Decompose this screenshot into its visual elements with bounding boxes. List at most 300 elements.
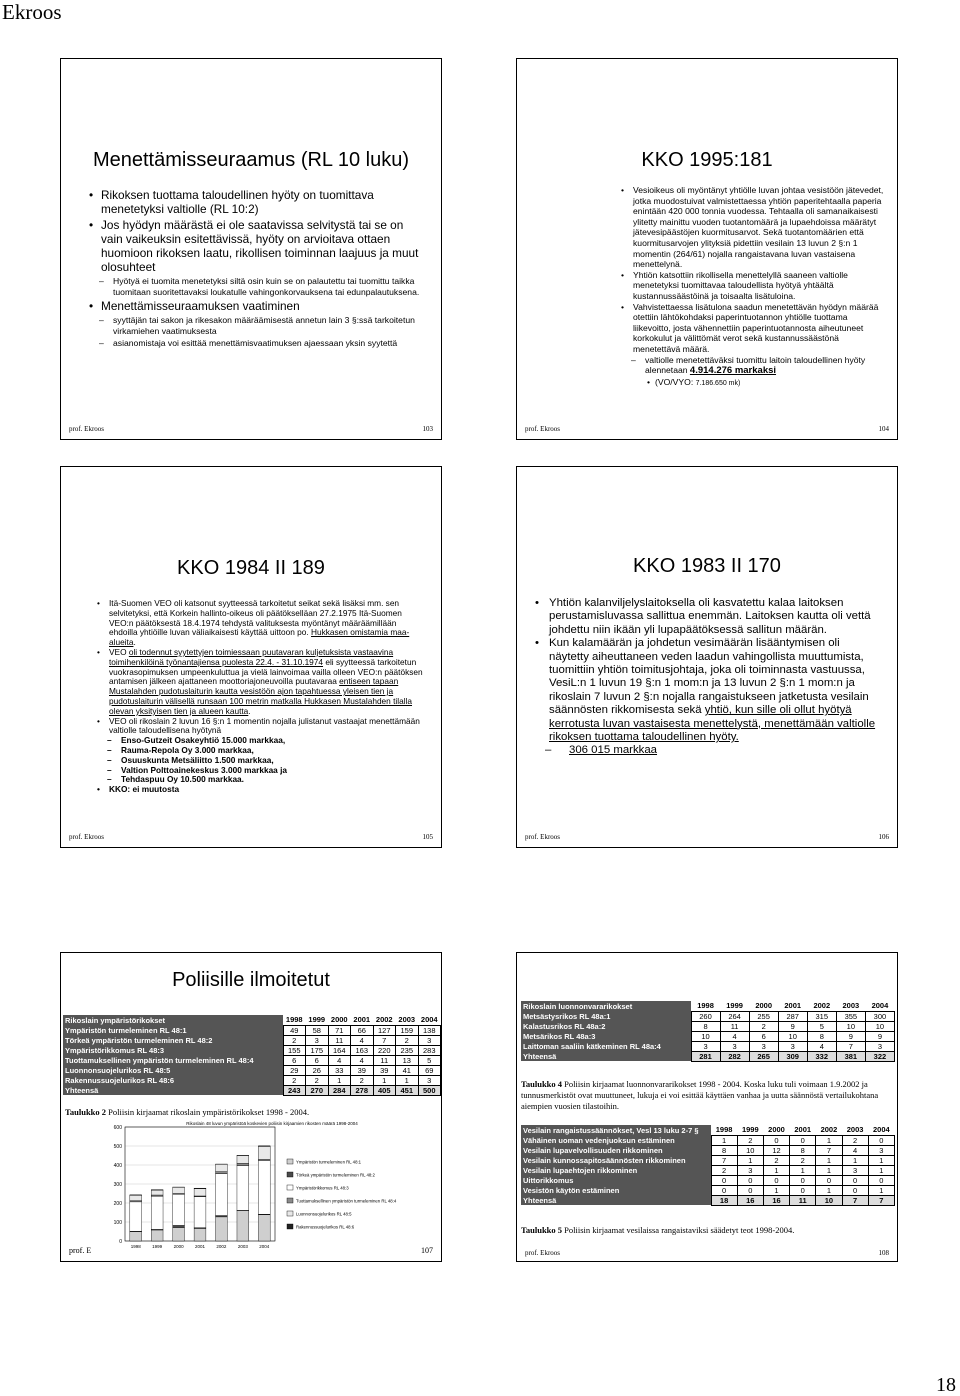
footer-page: 106	[878, 833, 889, 841]
slide-footer	[525, 833, 889, 841]
table-cell: 2	[737, 1135, 763, 1145]
table-cell: 2	[396, 1035, 419, 1045]
legend-label: Luonnonsuojelurikos RL 48:5	[296, 1211, 352, 1217]
document-title: Ekroos	[2, 0, 62, 24]
bar-segment	[237, 1166, 249, 1211]
table-cell: 2	[351, 1075, 374, 1085]
table-cell: 220	[373, 1045, 396, 1055]
table-cell: 1	[711, 1135, 737, 1145]
sub-bullet-item	[621, 355, 885, 377]
sub-bullet-item: – Hyötyä ei tuomita menetetyksi siltä osin kuin se on palautettu tai tuomittu taikka tuomitaan suoritettavaksi loukatulle vahingonkorvauksena tai edunpalautuksena.	[89, 276, 427, 297]
natural-resource-crimes-table	[521, 1001, 895, 1062]
table-cell: 278	[351, 1085, 374, 1095]
table-cell: 7	[816, 1145, 842, 1155]
table-cell: 1	[816, 1155, 842, 1165]
table-cell: 3	[306, 1035, 329, 1045]
row-label: Laittoman saaliin kätkeminen RL 48a:4	[521, 1041, 691, 1051]
legend-label: Rakennussuojelurikos RL 48:6	[296, 1224, 355, 1230]
table-cell: 265	[749, 1051, 778, 1061]
table-row	[521, 1165, 895, 1175]
table-header-label: Rikoslain luonnonvararikokset	[521, 1001, 691, 1011]
bar-segment	[258, 1146, 270, 1147]
table-cell: 500	[418, 1085, 441, 1095]
sub-bullet-item: – Rauma-Repola Oy 3.000 markkaa,	[97, 746, 425, 756]
table-cell: 163	[351, 1045, 374, 1055]
table-cell: 41	[396, 1065, 419, 1075]
table-cell: 175	[306, 1045, 329, 1055]
table-cell: 332	[807, 1051, 836, 1061]
table-cell: 2	[306, 1075, 329, 1085]
amount-highlight: 306 015 markkaa	[569, 744, 658, 757]
table-cell: 9	[836, 1031, 865, 1041]
table-cell: 0	[790, 1185, 816, 1195]
table-cell: 3	[418, 1035, 441, 1045]
page-number: 18	[936, 1374, 956, 1396]
slide-103	[60, 58, 442, 440]
caption-label: Taulukko 5	[521, 1225, 563, 1235]
row-label: Luonnonsuojelurikos RL 48:5	[63, 1065, 283, 1075]
table-cell: 3	[720, 1041, 749, 1051]
table-cell: 10	[816, 1195, 842, 1205]
bar-segment	[173, 1194, 185, 1225]
table-row	[63, 1025, 441, 1035]
bullet-item: • Yhtiön kalanviljelyslaitoksella oli kasvatettu kalaa laitoksen perustamisluvassa sallittua enemmän. Laitoksen kautta oli vettä johdettu niin ikään yli lupapäätöksessä sallitun määrän.	[535, 597, 879, 637]
table-cell: 405	[373, 1085, 396, 1095]
table-cell: 309	[778, 1051, 807, 1061]
bullet-text: Itä-Suomen VEO oli katsonut syytteessä tarkoitetut seikat sekä lisäksi mm. sen selvitetyksi, että Korkein hallinto-oikeus oli päätökselläan 27.2.1975 Itä-Suomen VEO:n päätöksestä 18.4.1974 tehdystä valituksesta myöntänyt määräämillään ehdoilla yhtiöille luvan väliaikaisesti käyttää uittoon po.	[109, 598, 402, 638]
slide-105	[60, 466, 442, 848]
caption-text: Poliisin kirjaamat luonnonvararikokset 1998 - 2004. Koska luku tuli voimaan 1.9.2002 ja tunnusmerkistöt ovat muuttuneet, lukuja ei voi esittää käyttäen vanhaa ja uutta säännöstä vertailukohtana aiempien vuosien tilastoihin.	[521, 1079, 879, 1111]
table-cell: 3	[778, 1041, 807, 1051]
table-cell: 6	[749, 1031, 778, 1041]
bullet-text: VEO	[109, 646, 129, 657]
bullet-item: • Rikoksen tuottama taloudellinen hyöty on tuomittava menetetyksi valtiolle (RL 10:2)	[89, 188, 427, 216]
table-cell: 39	[373, 1065, 396, 1075]
table-cell: 3	[749, 1041, 778, 1051]
slide-104	[516, 58, 898, 440]
underlined-text: entiseen tapaan Mustalahden pudotuslaiturin kautta vesistöön ajon tapahtuessa yleisen tien ja pudotuslaiturin välisellä runsaan 100 metrin matkalla Hukkasen Mustalahden tilalla olevan yksityisen tien ja alueen kautta	[109, 676, 413, 716]
table-cell: 1	[763, 1185, 789, 1195]
table-cell: 3	[737, 1165, 763, 1175]
table-cell: 3	[868, 1145, 894, 1155]
caption-label: Taulukko 2	[65, 1107, 107, 1117]
table-cell: 1	[816, 1135, 842, 1145]
row-label: Metsärikos RL 48a:3	[521, 1031, 691, 1041]
bar-segment	[173, 1187, 185, 1193]
table-cell: 8	[807, 1031, 836, 1041]
x-tick-label: 1999	[152, 1244, 163, 1249]
table-cell: 270	[306, 1085, 329, 1095]
legend-label: Tuottamuksellinen ympäristön turmeleminen RL 48:4	[296, 1198, 397, 1204]
table-cell: 11	[328, 1035, 351, 1045]
legend-swatch	[287, 1185, 293, 1190]
table-cell: 1	[816, 1165, 842, 1175]
table-cell: 4	[351, 1055, 374, 1065]
table-cell: 282	[720, 1051, 749, 1061]
bar-segment	[216, 1217, 228, 1241]
year-header: 2000	[749, 1001, 778, 1011]
table-cell: 10	[865, 1021, 894, 1031]
year-header: 1998	[711, 1125, 737, 1135]
table-cell: 7	[868, 1195, 894, 1205]
bar-segment	[216, 1164, 228, 1171]
table-cell: 71	[328, 1025, 351, 1035]
bullet-item	[535, 637, 879, 744]
year-header: 2003	[396, 1015, 419, 1025]
year-header: 2004	[418, 1015, 441, 1025]
row-label: Vesilain lupavelvollisuuden rikkominen	[521, 1145, 711, 1155]
underlined-text: yhtiö, kun sille oli ollut hyötyä kerrotusta luvan vastaisesta menettelystä, menettämään valtiolle rikoksen tuottama taloudellinen hyöty.	[549, 704, 876, 744]
table-cell: 49	[283, 1025, 306, 1035]
table-cell: 2	[283, 1075, 306, 1085]
table-cell: 0	[737, 1185, 763, 1195]
table-cell: 10	[778, 1031, 807, 1041]
table-cell: 381	[836, 1051, 865, 1061]
year-header: 2001	[790, 1125, 816, 1135]
bar-segment	[258, 1146, 270, 1159]
crime-bar-chart	[97, 1119, 437, 1251]
table-cell: 355	[836, 1011, 865, 1021]
table-row	[521, 1135, 895, 1145]
legend-label: Ympäristön turmeleminen RL 48:1	[296, 1159, 362, 1165]
table-row	[63, 1085, 441, 1095]
footer-author: prof. E	[69, 1246, 92, 1255]
table-cell: 7	[842, 1195, 868, 1205]
table-cell: 164	[328, 1045, 351, 1055]
bar-segment	[173, 1228, 185, 1241]
table-row	[521, 1155, 895, 1165]
row-label: Metsästysrikos RL 48a:1	[521, 1011, 691, 1021]
table-cell: 0	[842, 1175, 868, 1185]
row-label: Törkeä ympäristön turmeleminen RL 48:2	[63, 1035, 283, 1045]
caption-label: Taulukko 4	[521, 1079, 563, 1089]
y-tick-label: 500	[113, 1144, 122, 1150]
bullet-item: • VEO oli rikoslain 2 luvun 16 §:n 1 momentin nojalla julistanut vastaajat menettämään valtiolle taloudellisena hyötynä	[97, 717, 425, 737]
table-cell: 260	[691, 1011, 720, 1021]
table-cell: 10	[836, 1021, 865, 1031]
table-cell: 1	[868, 1185, 894, 1195]
table-cell: 3	[691, 1041, 720, 1051]
bar-segment	[151, 1190, 163, 1195]
sub-bullet-item: – Tehdaspuu Oy 10.500 markkaa.	[97, 775, 425, 785]
year-header: 1999	[720, 1001, 749, 1011]
row-label: Vesilain kunnossapitosäännösten rikkominen	[521, 1155, 711, 1165]
bar-segment	[194, 1189, 206, 1196]
caption-text: Poliisin kirjaamat vesilaissa rangaistaviksi säädetyt teot 1998-2004.	[562, 1225, 795, 1235]
x-tick-label: 2001	[194, 1244, 206, 1249]
slide-footer	[69, 833, 433, 841]
table-cell: 255	[749, 1011, 778, 1021]
bar-segment	[258, 1160, 270, 1214]
table-cell: 29	[283, 1065, 306, 1075]
table-cell: 6	[306, 1055, 329, 1065]
table-row	[521, 1185, 895, 1195]
bullet-text-end: .	[248, 705, 251, 716]
table-cell: 8	[711, 1145, 737, 1155]
legend-swatch	[287, 1159, 293, 1164]
y-tick-label: 600	[113, 1125, 122, 1131]
table-row	[521, 1031, 895, 1041]
table-cell: 281	[691, 1051, 720, 1061]
legend-swatch	[287, 1198, 293, 1203]
bar-segment	[173, 1225, 185, 1227]
row-label: Tuottamuksellinen ympäristön turmeleminen RL 48:4	[63, 1055, 283, 1065]
footer-page: 107	[421, 1246, 433, 1255]
table-cell: 138	[418, 1025, 441, 1035]
bullet-item: • Jos hyödyn määrästä ei ole saatavissa selvitystä tai se on vain vaikeuksin esitettävissä, hyöty on arvioitava ottaen huomioon rikoksen laatu, rikollisen toiminnan laajuus ja muut olosuhteet	[89, 218, 427, 274]
bar-segment	[194, 1228, 206, 1241]
bar-segment	[258, 1215, 270, 1241]
sub2-label: (VO/VYO:	[655, 376, 696, 387]
bullet-item	[97, 599, 425, 648]
year-header: 2003	[836, 1001, 865, 1011]
year-header: 1998	[283, 1015, 306, 1025]
table-cell: 264	[720, 1011, 749, 1021]
bullet-text: Kun kalamäärän ja johdetun vesimäärän lisääntymisen oli näytetty aiheuttaneen veden laadun vahingollista muuttumista, tuomittiin yhtiön toimitusjohtaja, joka oli toiminnasta vastuussa, VesiL:n 1 luvun 19 §:n 1 mom:n ja 13 luvun 2 §:n 1 mom:n ja rikoslain 7 luvun 2 §:n nojalla rangaistukseen jatketusta vesilain säännösten rikkomisesta sekä	[549, 637, 869, 717]
footer-author: prof. Ekroos	[69, 425, 104, 433]
sub-bullet-item: – syyttäjän tai sakon ja rikesakon määräämisestä annetun lain 3 §:ssä tarkoitetun virkamiehen vaatimuksesta	[89, 315, 427, 336]
table-cell: 127	[373, 1025, 396, 1035]
year-header: 1999	[737, 1125, 763, 1135]
slide-footer	[525, 425, 889, 433]
table-cell: 13	[396, 1055, 419, 1065]
table-row	[521, 1011, 895, 1021]
bullet-item: • Yhtiön katsottiin rikollisella menettelyllä saaneen valtiolle menetetyksi tuomittavaa taloudellista hyötyä yhtäältä kustannussäästöinä ja toisaalta lisätuloina.	[621, 270, 885, 302]
bullet-text-end: .	[133, 637, 136, 648]
bullet-item	[97, 648, 425, 717]
y-tick-label: 200	[113, 1201, 122, 1207]
bullet-item: • Menettämisseuraamuksen vaatiminen	[89, 299, 427, 313]
sub2-amount: 7.186.650 mk)	[695, 379, 741, 387]
legend-swatch	[287, 1172, 293, 1177]
year-header: 1999	[306, 1015, 329, 1025]
table-cell: 9	[865, 1031, 894, 1041]
table-cell: 5	[807, 1021, 836, 1031]
year-header: 2000	[328, 1015, 351, 1025]
table-cell: 1	[373, 1075, 396, 1085]
table-cell: 6	[283, 1055, 306, 1065]
slide-bullet-list	[97, 599, 425, 795]
table-cell: 1	[790, 1165, 816, 1175]
table-cell: 1	[868, 1155, 894, 1165]
table-cell: 8	[790, 1145, 816, 1155]
table-row	[521, 1051, 895, 1061]
slide-title: KKO 1984 II 189	[177, 557, 325, 579]
table-cell: 10	[691, 1031, 720, 1041]
slide-bullet-list	[89, 186, 427, 349]
footer-page: 104	[878, 425, 889, 433]
table-cell: 0	[711, 1175, 737, 1185]
table-row	[521, 1145, 895, 1155]
slide-footer	[69, 1246, 433, 1255]
table-row	[63, 1055, 441, 1065]
bullet-text-mid: eli syytteessä tarkoitetun vuokrasopimuksen umpeenkuluttua ja vielä lainvoimaa vailla olleen VEO:n päätöksen antamisen jälkeen ajattaneen moottoriajoneuvoilla puutavaraa	[109, 656, 423, 687]
x-tick-label: 2003	[237, 1244, 248, 1249]
table-cell: 7	[373, 1035, 396, 1045]
slide-title: Menettämisseuraamus (RL 10 luku)	[92, 149, 410, 171]
row-label: Ympäristörikkomus RL 48:3	[63, 1045, 283, 1055]
year-header: 2004	[865, 1001, 894, 1011]
table-cell: 0	[763, 1135, 789, 1145]
table-cell: 3	[865, 1041, 894, 1051]
sub-text: valtiolle menetettäväksi tuomittu laitoin taloudellinen hyöty alennetaan	[645, 354, 866, 376]
y-tick-label: 0	[119, 1239, 122, 1245]
legend-label: Törkeä ympäristön turmeleminen RL 48:2	[296, 1172, 375, 1178]
slide-bullet-list	[535, 597, 879, 758]
row-label: Vesistön käytön estäminen	[521, 1185, 711, 1195]
table-caption	[521, 1079, 889, 1112]
table-row	[63, 1075, 441, 1085]
year-header: 1998	[691, 1001, 720, 1011]
year-header: 2003	[842, 1125, 868, 1135]
table-cell: 284	[328, 1085, 351, 1095]
sub-bullet-item: – Enso-Gutzeit Osakeyhtiö 15.000 markkaa,	[97, 736, 425, 746]
bar-segment	[194, 1197, 206, 1228]
table-cell: 1	[737, 1155, 763, 1165]
x-tick-label: 2004	[259, 1244, 270, 1249]
legend-swatch	[287, 1211, 293, 1216]
footer-page: 108	[878, 1249, 889, 1257]
table-cell: 9	[778, 1021, 807, 1031]
row-label: Uittorikkomus	[521, 1175, 711, 1185]
footer-author: prof. Ekroos	[525, 1249, 560, 1257]
table-cell: 16	[737, 1195, 763, 1205]
table-cell: 315	[807, 1011, 836, 1021]
footer-author: prof. Ekroos	[525, 425, 560, 433]
sub-bullet-item: – Osuuskunta Metsäliitto 1.500 markkaa,	[97, 756, 425, 766]
table-cell: 0	[790, 1175, 816, 1185]
table-cell: 4	[842, 1145, 868, 1155]
environmental-crimes-table	[63, 1015, 441, 1096]
table-cell: 0	[763, 1175, 789, 1185]
table-cell: 5	[418, 1055, 441, 1065]
table-cell: 0	[868, 1135, 894, 1145]
year-header: 2000	[763, 1125, 789, 1135]
sub-bullet-item: – Valtion Polttoainekeskus 3.000 markkaa ja	[97, 766, 425, 776]
bar-segment	[216, 1174, 228, 1216]
table-cell: 0	[790, 1135, 816, 1145]
slide-bullet-list	[621, 185, 885, 389]
table-cell: 58	[306, 1025, 329, 1035]
row-label: Ympäristön turmeleminen RL 48:1	[63, 1025, 283, 1035]
slide-footer	[69, 425, 433, 433]
table-row	[521, 1195, 895, 1205]
footer-author: prof. Ekroos	[69, 833, 104, 841]
table-cell: 0	[816, 1175, 842, 1185]
water-law-table	[521, 1125, 895, 1206]
table-cell: 300	[865, 1011, 894, 1021]
x-tick-label: 2002	[216, 1244, 227, 1249]
row-label: Vähäinen uoman vedenjuoksun estäminen	[521, 1135, 711, 1145]
table-cell: 4	[351, 1035, 374, 1045]
slide-108	[516, 952, 898, 1262]
table-cell: 1	[396, 1075, 419, 1085]
table-cell: 8	[691, 1021, 720, 1031]
row-label: Yhteensä	[521, 1051, 691, 1061]
table-cell: 2	[842, 1135, 868, 1145]
bar-segment	[237, 1156, 249, 1164]
slide-title: KKO 1983 II 170	[633, 555, 781, 577]
x-tick-label: 1998	[130, 1244, 141, 1249]
year-header: 2004	[868, 1125, 894, 1135]
bar-segment	[237, 1163, 249, 1165]
table-row	[521, 1021, 895, 1031]
table-caption	[65, 1107, 309, 1117]
year-header: 2001	[351, 1015, 374, 1025]
table-cell: 451	[396, 1085, 419, 1095]
table-header-label: Rikoslain ympäristörikokset	[63, 1015, 283, 1025]
table-cell: 2	[790, 1155, 816, 1165]
table-cell: 12	[763, 1145, 789, 1155]
table-cell: 4	[720, 1031, 749, 1041]
table-cell: 33	[328, 1065, 351, 1075]
table-cell: 7	[711, 1155, 737, 1165]
table-row	[521, 1041, 895, 1051]
chart-title: Rikoslain 48 luvun ympäristöä koskevien poliisin kirjaamien rikosten määrä 1998-2004	[186, 1121, 358, 1126]
bullet-item: • Vahvistettaessa lisätulona saadun menetettävän hyödyn määrää otettiin lähtökohdaksi paperintuotannon yhtiölle tuottama liikevoitto, josta vähennettiin paperintuotannosta aiheutuneet korkokulut ja välittömät verot sekä kustannussäästönä menetettävä määrä.	[621, 302, 885, 355]
row-label: Yhteensä	[63, 1085, 283, 1095]
table-cell: 1	[868, 1165, 894, 1175]
footer-page: 105	[422, 833, 433, 841]
table-cell: 322	[865, 1051, 894, 1061]
table-cell: 155	[283, 1045, 306, 1055]
bar-segment	[216, 1172, 228, 1174]
table-cell: 2	[283, 1035, 306, 1045]
table-cell: 235	[396, 1045, 419, 1055]
y-tick-label: 100	[113, 1220, 122, 1226]
table-cell: 159	[396, 1025, 419, 1035]
table-cell: 1	[816, 1185, 842, 1195]
underlined-text: oli todennut syytettyjen toimiessaan puutavaran kuljetuksista vastaavina toimihenkilöinä työnantajiensa puolesta 22.4. - 31.10.1974	[109, 646, 394, 667]
table-cell: 2	[711, 1165, 737, 1175]
caption-text: Poliisin kirjaamat rikoslain ympäristörikokset 1998 - 2004.	[106, 1107, 310, 1117]
table-row	[63, 1065, 441, 1075]
table-cell: 7	[836, 1041, 865, 1051]
sub-sub-bullet-item	[621, 377, 885, 390]
year-header: 2002	[807, 1001, 836, 1011]
table-cell: 1	[763, 1165, 789, 1175]
sub-bullet-item: – asianomistaja voi esittää menettämisvaatimuksen ajaessaan yksin syytettä	[89, 338, 427, 349]
table-cell: 283	[418, 1045, 441, 1055]
slide-title: KKO 1995:181	[641, 149, 773, 171]
underlined-text: Hukkasen omistamia maa-alueita	[109, 627, 410, 648]
bullet-item: • Vesioikeus oli myöntänyt yhtiölle luvan johtaa vesistöön jätevedet, jotka muodostuivat valmistettaessa yhtiön paperitehtaalla paperia enintään 420 000 tonnia vuodessa. Tehtaalla oli samanaikaisesti ylitetty mainittu vuoden tuotantomäärä ja lupaehdoissa määrätyt jätevesipäästöjen kuormitusarvot. Sekä tuotantomäärien että kuormitusarvojen ylityksiä pidettiin vesilain 13 luvun 2 §:n 1 momentin (264/61) nojalla rangaistavana luvan vastaisena menettelynä.	[621, 185, 885, 270]
table-cell: 10	[737, 1145, 763, 1155]
table-row	[63, 1035, 441, 1045]
slide-title: Poliisille ilmoitetut	[172, 969, 330, 991]
x-tick-label: 2000	[173, 1244, 184, 1249]
row-label: Yhteensä	[521, 1195, 711, 1205]
table-cell: 0	[737, 1175, 763, 1185]
table-cell: 0	[868, 1175, 894, 1185]
bar-segment	[237, 1211, 249, 1241]
amount-highlight: 4.914.276 markaksi	[689, 365, 777, 377]
footer-author: prof. Ekroos	[525, 833, 560, 841]
row-label: Kalastusrikos RL 48a:2	[521, 1021, 691, 1031]
year-header: 2001	[778, 1001, 807, 1011]
table-cell: 4	[807, 1041, 836, 1051]
table-cell: 287	[778, 1011, 807, 1021]
bar-segment	[130, 1195, 142, 1201]
table-cell: 39	[351, 1065, 374, 1075]
bullet-item: • KKO: ei muutosta	[97, 785, 425, 795]
sub-bullet-item	[535, 744, 879, 757]
bar-segment	[151, 1230, 163, 1241]
row-label: Rakennussuojelurikos RL 48:6	[63, 1075, 283, 1085]
table-cell: 4	[328, 1055, 351, 1065]
bar-segment	[151, 1196, 163, 1229]
table-cell: 2	[763, 1155, 789, 1165]
